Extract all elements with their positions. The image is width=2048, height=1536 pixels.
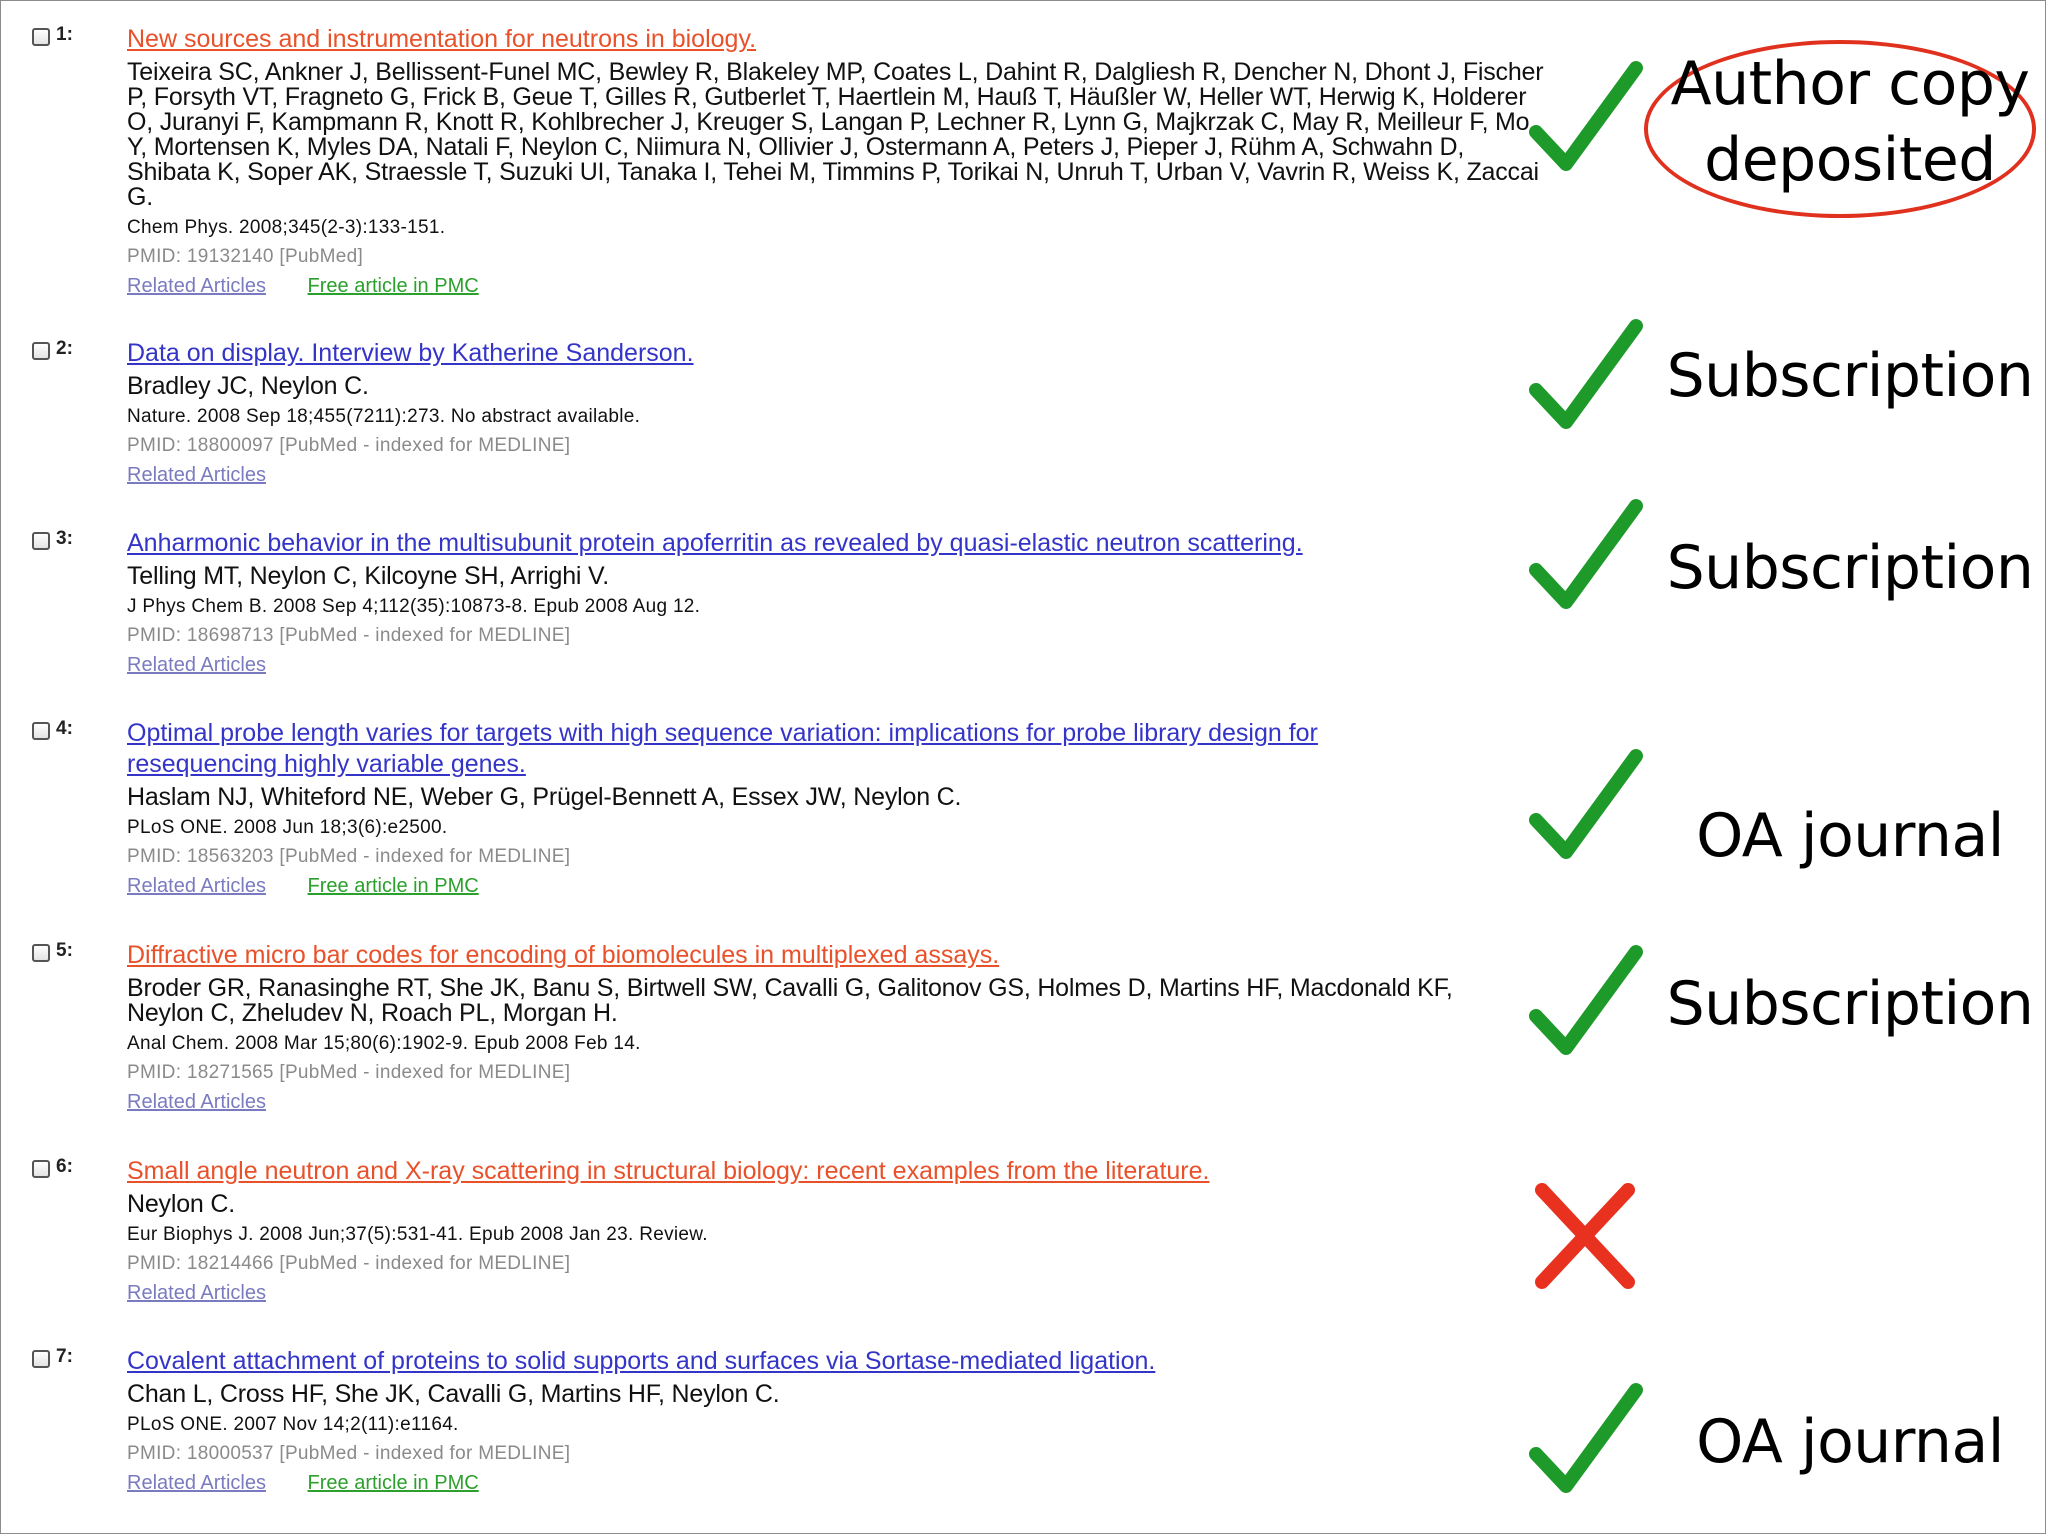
result-pmid: PMID: 18800097 [PubMed - indexed for MEDLINE] xyxy=(127,435,571,456)
annotation-label-line: Subscription xyxy=(1666,341,2034,411)
annotation-label-line: OA journal xyxy=(1696,801,2004,871)
result-authors: Broder GR, Ranasinghe RT, She JK, Banu S, Birtwell SW, Cavalli G, Galitonov GS, Holmes D, Martins HF, Macdonald KF, Neylon C, Zheludev N, Roach PL, Morgan H. xyxy=(127,974,1453,1027)
related-articles-link[interactable]: Related Articles xyxy=(127,875,266,897)
result-journal: PLoS ONE. 2008 Jun 18;3(6):e2500. xyxy=(127,817,448,838)
annotation-label-line: Author copy xyxy=(1670,49,2030,119)
result-title-link[interactable]: Optimal probe length varies for targets with high sequence variation: implications for probe library design for resequencing highly variable genes. xyxy=(127,719,1318,778)
result-pmid: PMID: 18698713 [PubMed - indexed for MEDLINE] xyxy=(127,625,571,646)
related-articles-link[interactable]: Related Articles xyxy=(127,275,266,297)
free-article-pmc-link[interactable]: Free article in PMC xyxy=(307,1472,479,1494)
annotation-label-line: deposited xyxy=(1704,125,1996,195)
select-checkbox[interactable] xyxy=(32,1160,50,1178)
result-authors: Haslam NJ, Whiteford NE, Weber G, Prügel-Bennett A, Essex JW, Neylon C. xyxy=(127,783,962,811)
related-articles-link[interactable]: Related Articles xyxy=(127,1472,266,1494)
result-journal: PLoS ONE. 2007 Nov 14;2(11):e1164. xyxy=(127,1414,459,1435)
result-authors: Telling MT, Neylon C, Kilcoyne SH, Arrighi V. xyxy=(127,562,609,590)
cross-mark-icon xyxy=(1530,1180,1640,1292)
annotation-label-line: Subscription xyxy=(1666,533,2034,603)
result-pmid: PMID: 18271565 [PubMed - indexed for MEDLINE] xyxy=(127,1062,571,1083)
result-authors: Bradley JC, Neylon C. xyxy=(127,372,369,400)
check-mark-icon xyxy=(1528,498,1648,618)
select-checkbox[interactable] xyxy=(32,342,50,360)
result-journal: J Phys Chem B. 2008 Sep 4;112(35):10873-8. Epub 2008 Aug 12. xyxy=(127,596,701,617)
free-article-pmc-link[interactable]: Free article in PMC xyxy=(307,275,479,297)
result-number: 2: xyxy=(56,338,73,359)
select-checkbox[interactable] xyxy=(32,532,50,550)
annotation-label-line: OA journal xyxy=(1696,1407,2004,1477)
result-number: 3: xyxy=(56,528,73,549)
select-checkbox[interactable] xyxy=(32,722,50,740)
result-title-link[interactable]: Data on display. Interview by Katherine Sanderson. xyxy=(127,339,694,367)
check-mark-icon xyxy=(1528,1382,1648,1502)
result-title-link[interactable]: Covalent attachment of proteins to solid supports and surfaces via Sortase-mediated ligation. xyxy=(127,1347,1156,1375)
related-articles-link[interactable]: Related Articles xyxy=(127,654,266,676)
related-articles-link[interactable]: Related Articles xyxy=(127,1091,266,1113)
result-number: 4: xyxy=(56,718,73,739)
free-article-pmc-link[interactable]: Free article in PMC xyxy=(307,875,479,897)
select-checkbox[interactable] xyxy=(32,944,50,962)
check-mark-icon xyxy=(1528,318,1648,438)
result-number: 7: xyxy=(56,1346,73,1367)
result-number: 1: xyxy=(56,24,73,45)
result-number: 6: xyxy=(56,1156,73,1177)
result-pmid: PMID: 18563203 [PubMed - indexed for MEDLINE] xyxy=(127,846,571,867)
result-title-link[interactable]: Small angle neutron and X-ray scattering in structural biology: recent examples from the literature. xyxy=(127,1157,1210,1185)
result-authors: Teixeira SC, Ankner J, Bellissent-Funel MC, Bewley R, Blakeley MP, Coates L, Dahint R, Dalgliesh R, Dencher N, Dhont J, Fischer P, Forsyth VT, Fragneto G, Frick B, Geue T, Gilles R, Gutberlet T, Haertlein M, Hauß T, Häußler W, Heller WT, Herwig K, Holderer O, Juranyi F, Kampmann R, Knott R, Kohlbrecher J, Kreuger S, Langan P, Lechner R, Lynn G, Majkrzak C, May R, Meilleur F, Mo Y, Mortensen K, Myles DA, Natali F, Neylon C, Niimura N, Ollivier J, Ostermann A, Peters J, Pieper J, Rühm A, Schwahn D, Shibata K, Soper AK, Straessle T, Suzuki UI, Tanaka I, Tehei M, Timmins P, Torikai N, Unruh T, Urban V, Vavrin R, Weiss K, Zaccai G. xyxy=(127,58,1544,211)
result-journal: Chem Phys. 2008;345(2-3):133-151. xyxy=(127,217,446,238)
annotation-label-line: Subscription xyxy=(1666,969,2034,1039)
result-pmid: PMID: 18000537 [PubMed - indexed for MEDLINE] xyxy=(127,1443,571,1464)
select-checkbox[interactable] xyxy=(32,1350,50,1368)
select-checkbox[interactable] xyxy=(32,28,50,46)
result-authors: Neylon C. xyxy=(127,1190,235,1218)
result-pmid: PMID: 18214466 [PubMed - indexed for MEDLINE] xyxy=(127,1253,571,1274)
result-authors: Chan L, Cross HF, She JK, Cavalli G, Martins HF, Neylon C. xyxy=(127,1380,780,1408)
result-title-link[interactable]: Anharmonic behavior in the multisubunit protein apoferritin as revealed by quasi-elastic neutron scattering. xyxy=(127,529,1303,557)
check-mark-icon xyxy=(1528,60,1648,180)
check-mark-icon xyxy=(1528,944,1648,1064)
result-journal: Anal Chem. 2008 Mar 15;80(6):1902-9. Epub 2008 Feb 14. xyxy=(127,1033,641,1054)
result-title-link[interactable]: New sources and instrumentation for neutrons in biology. xyxy=(127,25,757,53)
result-pmid: PMID: 19132140 [PubMed] xyxy=(127,246,364,267)
result-journal: Nature. 2008 Sep 18;455(7211):273. No abstract available. xyxy=(127,406,641,427)
related-articles-link[interactable]: Related Articles xyxy=(127,1282,266,1304)
result-title-link[interactable]: Diffractive micro bar codes for encoding of biomolecules in multiplexed assays. xyxy=(127,941,1000,969)
related-articles-link[interactable]: Related Articles xyxy=(127,464,266,486)
result-number: 5: xyxy=(56,940,73,961)
check-mark-icon xyxy=(1528,748,1648,868)
result-journal: Eur Biophys J. 2008 Jun;37(5):531-41. Epub 2008 Jan 23. Review. xyxy=(127,1224,708,1245)
